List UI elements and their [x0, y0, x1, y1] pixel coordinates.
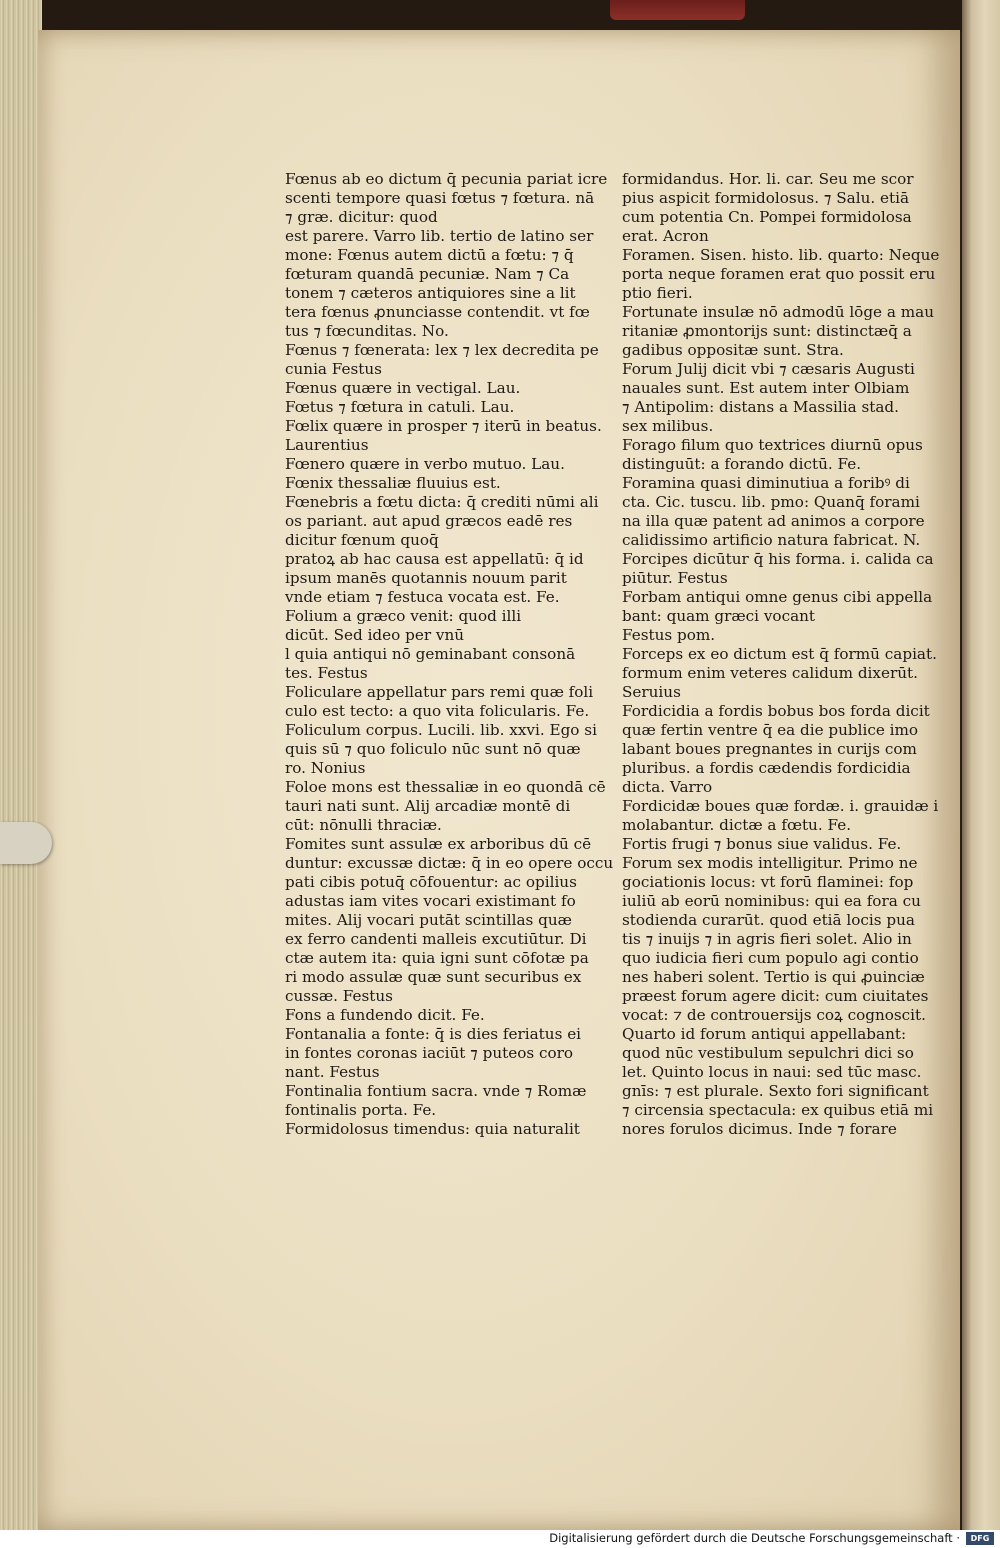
text-line: dicitur fœnum quoq̄ — [285, 531, 439, 549]
text-line: porta neque foramen erat quo possit eru — [622, 265, 936, 283]
text-line: Forbam antiqui omne genus cibi appella — [622, 588, 933, 606]
text-line: os pariant. aut apud græcos eadē res — [285, 512, 573, 530]
next-page-edge — [962, 0, 1000, 1530]
text-line: Foliculare appellatur pars remi quæ foli — [285, 683, 594, 701]
text-line: Seruius — [622, 683, 681, 701]
text-line: cūt: nōnulli thraciæ. — [285, 816, 442, 834]
text-line: nes haberi solent. Tertio is qui ꝓuinciæ — [622, 968, 925, 986]
text-line: ⁊ circensia spectacula: ex quibus etiā mi — [622, 1101, 934, 1119]
text-line: Foloe mons est thessaliæ in eo quondā cē — [285, 778, 606, 796]
text-line: Fœnus ab eo dictum q̄ pecunia pariat icre — [285, 170, 608, 188]
text-line: fœturam quandā pecuniæ. Nam ⁊ Ca — [285, 265, 570, 283]
text-line: cussæ. Festus — [285, 987, 393, 1005]
text-line: iuliū ab eorū nominibus: qui ea fora cu — [622, 892, 921, 910]
text-line: Fœnus quære in vectigal. Lau. — [285, 379, 521, 397]
text-line: scenti tempore quasi fœtus ⁊ fœtura. nā — [285, 189, 595, 207]
text-line: labant boues pregnantes in curijs com — [622, 740, 917, 758]
text-line: tes. Festus — [285, 664, 368, 682]
text-line: pluribus. a fordis cædendis fordicidia — [622, 759, 911, 777]
text-line: Laurentius — [285, 436, 369, 454]
text-line: bant: quam græci vocant — [622, 607, 816, 625]
text-line: Fontanalia a fonte: q̄ is dies feriatus ei — [285, 1025, 582, 1043]
text-line: Forum Julij dicit vbi ⁊ cæsaris Augusti — [622, 360, 915, 378]
text-line: Foramen. Sisen. histo. lib. quarto: Neque — [622, 246, 940, 264]
text-line: Forago filum quo textrices diurnū opus — [622, 436, 923, 454]
text-line: quis sū ⁊ quo foliculo nūc sunt nō quæ — [285, 740, 581, 758]
text-line: est parere. Varro lib. tertio de latino ser — [285, 227, 594, 245]
text-line: tis ⁊ inuijs ⁊ in agris fieri solet. Alio in — [622, 930, 912, 948]
text-line: ptio fieri. — [622, 284, 693, 302]
text-line: vocat: ⁊ de controuersijs coꝝ cognoscit. — [622, 1006, 926, 1024]
text-line: erat. Acron — [622, 227, 709, 245]
text-line: Fomites sunt assulæ ex arboribus dū cē — [285, 835, 592, 853]
dfg-logo-icon: DFG — [966, 1532, 994, 1545]
text-line: duntur: excussæ dictæ: q̄ in eo opere occu — [285, 854, 614, 872]
text-line: formidandus. Hor. li. car. Seu me scor — [622, 170, 914, 188]
text-line: stodienda curarūt. quod etiā locis pua — [622, 911, 915, 929]
book-cover-edge — [610, 0, 745, 20]
text-line: gnīs: ⁊ est plurale. Sexto fori significant — [622, 1082, 929, 1100]
text-line: pius aspicit formidolosus. ⁊ Salu. etiā — [622, 189, 910, 207]
text-line: Forum sex modis intelligitur. Primo ne — [622, 854, 918, 872]
text-line: adustas iam vites vocari existimant fo — [285, 892, 576, 910]
text-line: piūtur. Festus — [622, 569, 728, 587]
text-line: ex ferro candenti malleis excutiūtur. Di — [285, 930, 587, 948]
text-line: Fœtus ⁊ fœtura in catuli. Lau. — [285, 398, 515, 416]
text-line: distinguūt: a forando dictū. Fe. — [622, 455, 862, 473]
background-top — [0, 0, 1000, 32]
text-line: Festus pom. — [622, 626, 716, 644]
text-line: Fortis frugi ⁊ bonus siue validus. Fe. — [622, 835, 902, 853]
text-line: vnde etiam ⁊ festuca vocata est. Fe. — [285, 588, 560, 606]
text-line: formum enim veteres calidum dixerūt. — [622, 664, 918, 682]
text-line: cunia Festus — [285, 360, 382, 378]
text-line: cum potentia Cn. Pompei formidolosa — [622, 208, 912, 226]
text-line: cta. Cic. tuscu. lib. pmo: Quanq̄ forami — [622, 493, 920, 511]
footer-bar — [0, 1530, 1000, 1548]
text-line: mites. Alij vocari putāt scintillas quæ — [285, 911, 572, 929]
text-line: pati cibis potuq̄ cōfouentur: ac opilius — [285, 873, 577, 891]
text-line: pratoꝝ ab hac causa est appellatū: q̄ id — [285, 550, 584, 568]
text-line: calidissimo artificio natura fabricat. N. — [622, 531, 921, 549]
text-line: nant. Festus — [285, 1063, 380, 1081]
text-line: Formidolosus timendus: quia naturalit — [285, 1120, 580, 1138]
text-line: tonem ⁊ cæteros antiquiores sine a lit — [285, 284, 576, 302]
text-line: Fortunate insulæ nō admodū lōge a mau — [622, 303, 934, 321]
footer-credit: Digitalisierung gefördert durch die Deutsche Forschungsgemeinschaft · — [549, 1531, 960, 1545]
text-line: ritaniæ ꝓmontorijs sunt: distinctæq̄ a — [622, 322, 912, 340]
text-line: in fontes coronas iaciūt ⁊ puteos coro — [285, 1044, 574, 1062]
text-line: quæ fertin ventre q̄ ea die publice imo — [622, 721, 919, 739]
text-line: l quia antiqui nō geminabant consonā — [285, 645, 576, 663]
text-line: præest forum agere dicit: cum ciuitates — [622, 987, 929, 1005]
text-line: ⁊ græ. dicitur: quod — [285, 208, 438, 226]
text-line: Foramina quasi diminutiua a foribꝰ di — [622, 474, 910, 492]
bookmark-tab — [0, 822, 52, 864]
text-line: Fordicidæ boues quæ fordæ. i. grauidæ i — [622, 797, 939, 815]
text-line: mone: Fœnus autem dictū a fœtu: ⁊ q̄ — [285, 246, 574, 264]
text-line: sex milibus. — [622, 417, 714, 435]
text-line: ri modo assulæ quæ sunt securibus ex — [285, 968, 582, 986]
text-line: tus ⁊ fœcunditas. No. — [285, 322, 449, 340]
text-line: dicūt. Sed ideo per vnū — [285, 626, 465, 644]
text-line: Fœnus ⁊ fœnerata: lex ⁊ lex decredita pe — [285, 341, 599, 359]
text-line: gociationis locus: vt forū flaminei: fop — [622, 873, 914, 891]
text-column-right — [622, 170, 940, 1139]
text-line: gadibus oppositæ sunt. Stra. — [622, 341, 844, 359]
text-line: na illa quæ patent ad animos a corpore — [622, 512, 925, 530]
text-line: Foliculum corpus. Lucili. lib. xxvi. Ego si — [285, 721, 597, 739]
text-line: dicta. Varro — [622, 778, 713, 796]
text-line: Fordicidia a fordis bobus bos forda dicit — [622, 702, 930, 720]
text-line: quo iudicia fieri cum populo agi contio — [622, 949, 919, 967]
text-line: fontinalis porta. Fe. — [285, 1101, 437, 1119]
text-line: molabantur. dictæ a fœtu. Fe. — [622, 816, 852, 834]
text-line: Fœlix quære in prosper ⁊ iterū in beatus. — [285, 417, 602, 435]
text-line: Forceps ex eo dictum est q̄ formū capiat. — [622, 645, 937, 663]
text-line: tera fœnus ꝓnunciasse contendit. vt fœ — [285, 303, 590, 321]
text-line: Fons a fundendo dicit. Fe. — [285, 1006, 485, 1024]
text-line: Fontinalia fontium sacra. vnde ⁊ Romæ — [285, 1082, 587, 1100]
text-line: nauales sunt. Est autem inter Olbiam — [622, 379, 910, 397]
page-stack-edge — [0, 0, 42, 1530]
text-line: Fœnebris a fœtu dicta: q̄ crediti nūmi ali — [285, 493, 599, 511]
text-line: ipsum manēs quotannis nouum parit — [285, 569, 567, 587]
text-line: Quarto id forum antiqui appellabant: — [622, 1025, 907, 1043]
text-line: tauri nati sunt. Alij arcadiæ montē di — [285, 797, 571, 815]
text-line: ctæ autem ita: quia igni sunt cōfotæ pa — [285, 949, 589, 967]
text-column-left — [285, 170, 614, 1139]
text-line: ro. Nonius — [285, 759, 366, 777]
text-line: culo est tecto: a quo vita folicularis. Fe. — [285, 702, 590, 720]
text-line: Fœnero quære in verbo mutuo. Lau. — [285, 455, 565, 473]
text-line: quod nūc vestibulum sepulchri dici so — [622, 1044, 914, 1062]
text-line: Fœnix thessaliæ fluuius est. — [285, 474, 501, 492]
text-line: ⁊ Antipolim: distans a Massilia stad. — [622, 398, 899, 416]
text-line: nores forulos dicimus. Inde ⁊ forare — [622, 1120, 897, 1138]
text-line: Forcipes dicūtur q̄ his forma. i. calida ca — [622, 550, 934, 568]
text-line: Folium a græco venit: quod illi — [285, 607, 522, 625]
text-line: let. Quinto locus in naui: sed tūc masc. — [622, 1063, 922, 1081]
